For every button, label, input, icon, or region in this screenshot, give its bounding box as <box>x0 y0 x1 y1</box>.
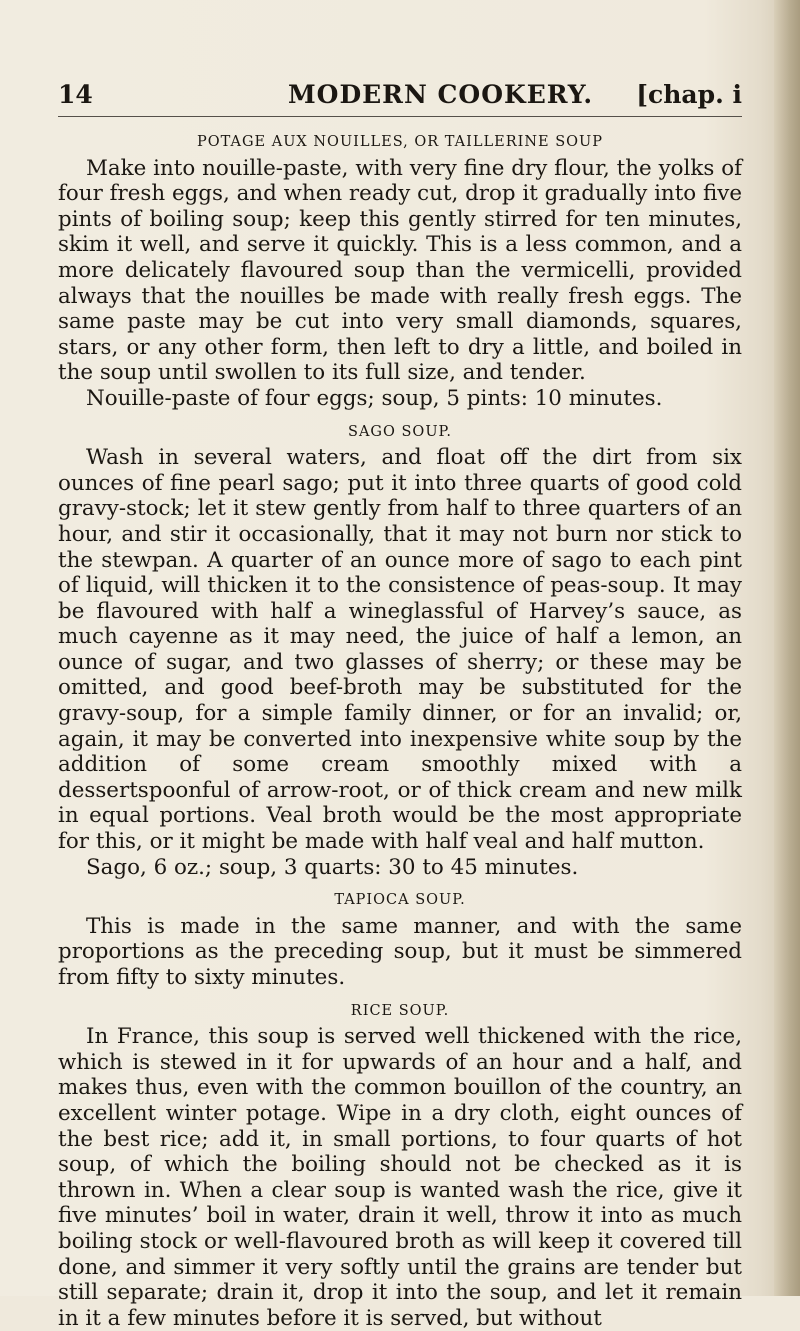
running-header <box>58 80 742 112</box>
note-nouilles: Nouille-paste of four eggs; soup, 5 pints: 10 minutes. <box>86 385 663 411</box>
header-rule <box>58 116 742 117</box>
paragraph-nouilles: Make into nouille-paste, with very fine dry flour, the yolks of four fresh eggs, and when ready cut, drop it gradually into five pints of boiling soup; keep this gently stirred for ten minutes, skim it well, and serve it quickly. This is a less common, and a more delicately flavoured soup than the vermicelli, provided always that the nouilles be made with really fresh eggs. The same paste may be cut into very small diamonds, squares, stars, or any other form, then left to dry a little, and boiled in the soup until swollen to its full size, and tender. <box>58 155 742 386</box>
section-heading-nouilles: POTAGE AUX NOUILLES, OR TAILLERINE SOUP <box>196 134 604 150</box>
page-edge-shadow <box>774 0 800 1296</box>
paragraph-rice: In France, this soup is served well thickened with the rice, which is stewed in it for upwards of an hour and a half, and makes thus, even with the common bouillon of the country, an excellent winter potage. Wipe in a dry cloth, eight ounces of the best rice; add it, in small portions, to four quarts of hot soup, of which the boiling should not be checked as it is thrown in. When a clear soup is wanted wash the rice, give it five minutes’ boil in water, drain it well, throw it into as much boiling stock or well-flavoured broth as will keep it covered till done, and simmer it very softly until the grains are tender but still separate; drain it, drop it into the soup, and let it remain in it a few minutes before it is served, but without <box>58 1024 742 1331</box>
note-sago: Sago, 6 oz.; soup, 3 quarts: 30 to 45 minutes. <box>86 854 579 880</box>
page-number: 14 <box>58 80 93 109</box>
paragraph-tapioca: This is made in the same manner, and with the same proportions as the preceding soup, but it must be simmered from fifty to sixty minutes. <box>58 913 742 990</box>
chapter-marker: [chap. i <box>636 80 742 109</box>
section-heading-tapioca: TAPIOCA SOUP. <box>334 892 466 909</box>
section-heading-sago: SAGO SOUP. <box>348 423 452 440</box>
running-title: MODERN COOKERY. <box>288 80 594 109</box>
body-text <box>58 130 742 1331</box>
paragraph-sago: Wash in several waters, and float off the dirt from six ounces of fine pearl sago; put it into three quarts of good cold gravy-stock; let it stew gently from half to three quarters of an hour, and stir it occasionally, that it may not burn nor stick to the stewpan. A quarter of an ounce more of sago to each pint of liquid, will thicken it to the consistence of peas-soup. It may be flavoured with half a wineglassful of Harvey’s sauce, as much cayenne as it may need, the juice of half a lemon, an ounce of sugar, and two glasses of sherry; or these may be omitted, and good beef-broth may be substituted for the gravy-soup, for a simple family dinner, or for an invalid; or, again, it may be converted into inexpensive white soup by the addition of some cream smoothly mixed with a dessertspoonful of arrow-root, or of thick cream and new milk in equal portions. Veal broth would be the most appropriate for this, or it might be made with half veal and half mutton. <box>58 445 742 855</box>
section-heading-rice: RICE SOUP. <box>350 1002 450 1019</box>
